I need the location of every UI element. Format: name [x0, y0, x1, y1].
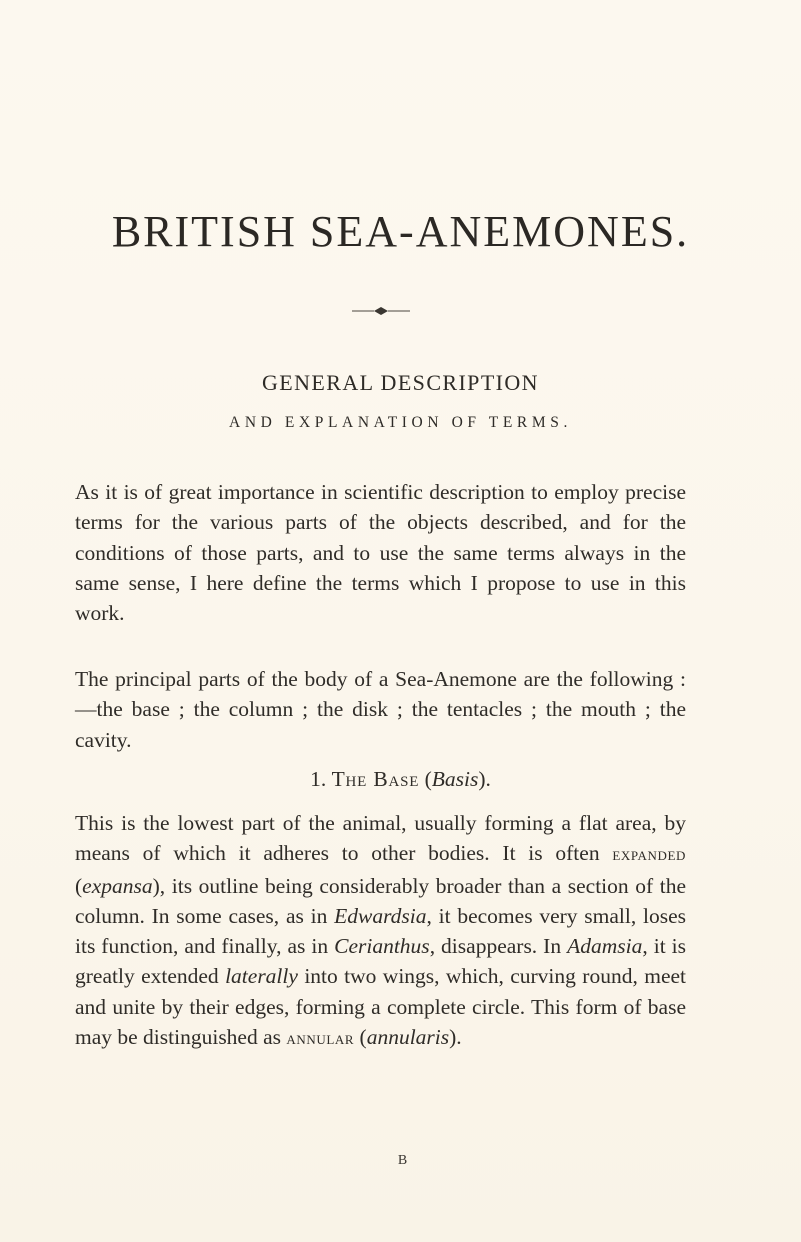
text-run: into two wings, which, curving round, meet and unite by their edges, forming a complete circle. This form of base may be distinguished as	[75, 964, 686, 1050]
divider-ornament	[350, 304, 412, 318]
term-annular: annular	[286, 1028, 355, 1050]
text-run: , disappears. In	[429, 934, 568, 959]
text-run: , it becomes very small, loses its function, and finally, as in	[75, 903, 687, 959]
base-paragraph	[75, 808, 686, 1054]
latin-expansa: expansa	[82, 873, 153, 898]
text-run: (	[75, 873, 83, 898]
intro-paragraph: As it is of great importance in scientific description to employ precise terms for the various parts of the objects described, and for the conditions of those parts, and to use the same terms always in the same sense, I here define the terms which I propose to use in this work.	[75, 480, 686, 626]
section-subheading: AND EXPLANATION OF TERMS.	[229, 414, 572, 431]
latin-annularis: annularis	[366, 1025, 450, 1050]
subsection-number: 1.	[310, 767, 327, 791]
text-run: ).	[449, 1025, 462, 1050]
parts-paragraph: The principal parts of the body of a Sea-Anemone are the following :—the base ; the column ; the disk ; the tentacles ; the mouth ; the cavity.	[75, 667, 686, 752]
genus-adamsia: Adamsia	[567, 934, 643, 959]
genus-edwardsia: Edwardsia	[334, 903, 427, 928]
term-laterally: laterally	[225, 964, 298, 989]
subsection-heading-base	[0, 767, 801, 792]
subsection-open-paren: (	[424, 767, 432, 791]
subsection-title: The Base	[331, 767, 420, 791]
text-run: , it is greatly extended	[75, 934, 687, 989]
text-run: (	[354, 1025, 367, 1050]
text-run: This is the lowest part of the animal, usually forming a flat area, by means of which it adheres to other bodies. It is often	[75, 811, 686, 866]
subsection-latin: Basis	[431, 767, 479, 791]
subsection-close-paren: ).	[478, 767, 491, 791]
signature-mark: B	[397, 1153, 408, 1168]
section-heading: GENERAL DESCRIPTION	[262, 370, 539, 395]
text-run: ), its outline being considerably broader than a section of the column. In some cases, as in	[75, 873, 686, 928]
book-title: BRITISH SEA-ANEMONES.	[111, 207, 690, 256]
term-expanded: expanded	[612, 844, 686, 866]
genus-cerianthus: Cerianthus	[334, 934, 430, 959]
